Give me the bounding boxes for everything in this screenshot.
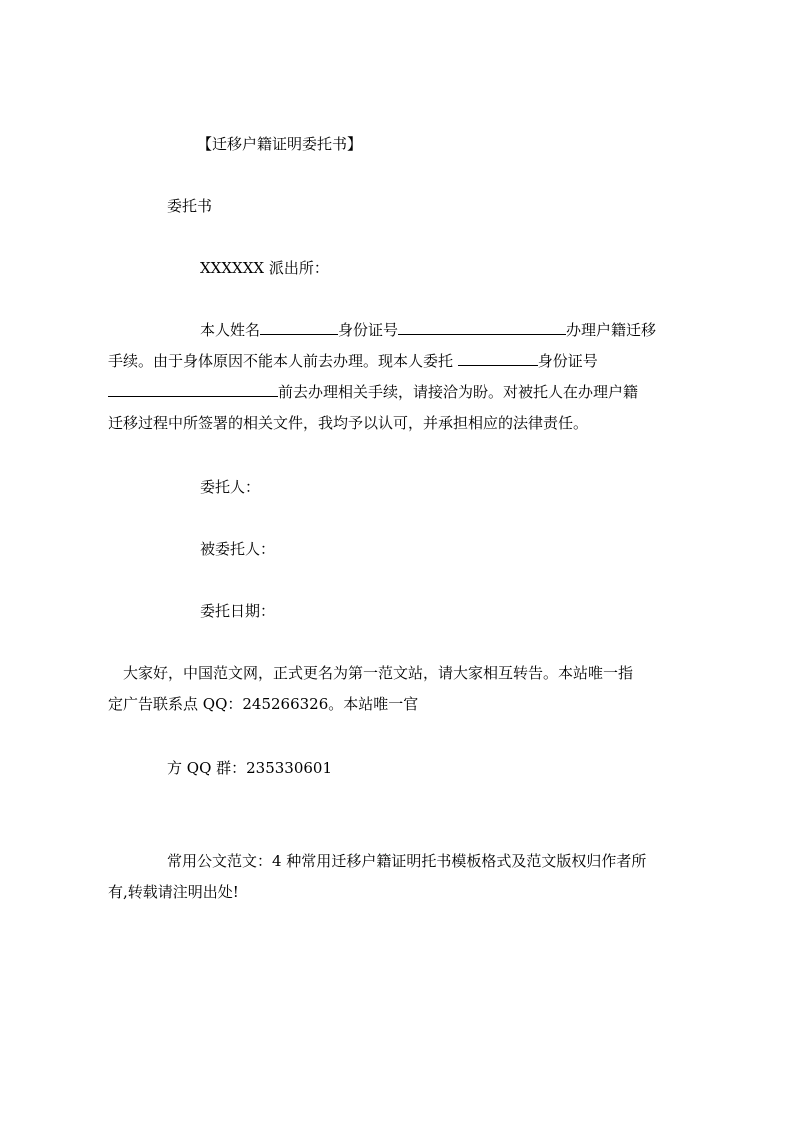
- body-text: 手续。由于身体原因不能本人前去办理。现本人委托: [108, 352, 454, 370]
- notice-line-3: 方 QQ 群：235330601: [167, 759, 333, 777]
- footer-line-1: 常用公文范文：4 种常用迁移户籍证明托书模板格式及范文版权归作者所: [167, 852, 647, 870]
- notice-line-2: 定广告联系点 QQ：245266326。本站唯一官: [108, 695, 419, 713]
- body-text: 办理户籍迁移: [566, 321, 657, 339]
- agent-id-label: 身份证号: [537, 352, 598, 370]
- body-line-4: 迁移过程中所签署的相关文件，我均予以认可，并承担相应的法律责任。: [108, 414, 589, 432]
- name-label: 本人姓名: [200, 321, 261, 339]
- body-line-2: [108, 351, 598, 371]
- principal-label: 委托人：: [200, 478, 261, 496]
- name-blank: [260, 320, 338, 335]
- id-label: 身份证号: [338, 321, 399, 339]
- id-blank: [398, 320, 566, 335]
- body-line-1: [200, 320, 656, 340]
- heading: 委托书: [167, 197, 213, 215]
- document-title: 【迁移户籍证明委托书】: [197, 135, 363, 153]
- notice-line-1: 大家好，中国范文网，正式更名为第一范文站，请大家相互转告。本站唯一指: [123, 664, 634, 682]
- agent-id-blank: [108, 382, 278, 397]
- body-text: 前去办理相关手续，请接洽为盼。对被托人在办理户籍: [278, 383, 639, 401]
- footer-line-2: 有,转载请注明出处!: [108, 883, 239, 901]
- addressee: XXXXXX 派出所：: [200, 259, 329, 277]
- date-label: 委托日期：: [200, 602, 276, 620]
- agent-label: 被委托人：: [200, 540, 276, 558]
- agent-name-blank: [458, 351, 538, 366]
- body-line-3: [108, 382, 638, 402]
